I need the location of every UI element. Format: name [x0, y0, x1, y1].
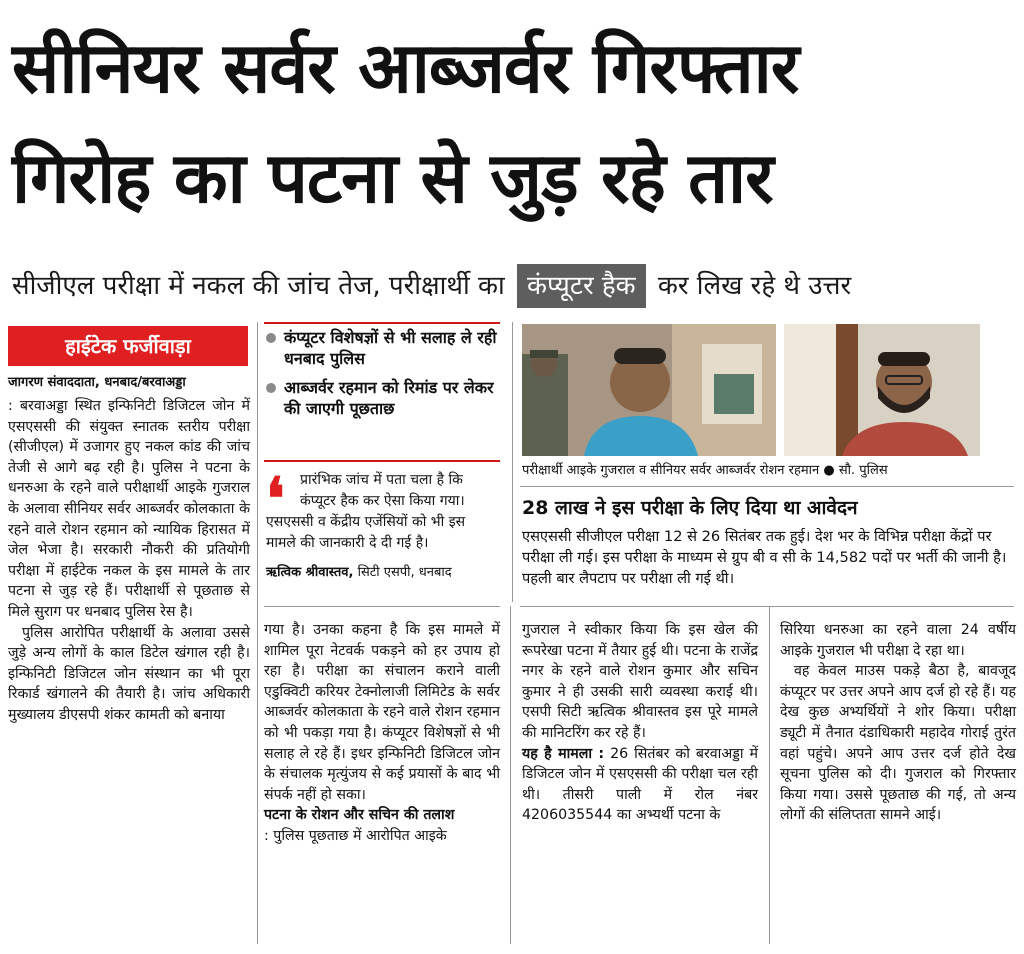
bullet-text: आब्जर्वर रहमान को रिमांड पर लेकर की जाएगी पूछताछ [284, 378, 494, 418]
box-divider [512, 322, 513, 602]
bullet-text: कंप्यूटर विशेषज्ञों से भी सलाह ले रही धनबाद पुलिस [284, 328, 497, 368]
photo-caption-text: परीक्षार्थी आइके गुजराल व सीनियर सर्वर आब्जर्वर रोशन रहमान [522, 463, 820, 478]
photo-suspect-gujral [522, 324, 776, 456]
photo-gujral-illustration [522, 324, 776, 456]
column-4 [780, 620, 1016, 826]
photo-caption [522, 462, 992, 480]
pull-quote [266, 465, 498, 583]
subheadline-before: सीजीएल परीक्षा में नकल की जांच तेज, परीक्षार्थी का [12, 271, 505, 301]
bullet-item [266, 377, 498, 419]
subheadline-after: कर लिख रहे थे उत्तर [657, 271, 852, 301]
box-text: एसएससी सीजीएल परीक्षा 12 से 26 सितंबर तक हुई। देश भर के विभिन्न परीक्षा केंद्रों पर परीक्षा ली गई। इस परीक्षा के माध्यम से ग्रुप बी व सी के 14,582 पदों पर भर्ती की जानी है। पहली बार लैपटाप पर परीक्षा ली गई थी। [522, 528, 1007, 587]
caption-rule [520, 486, 1014, 487]
column-1 [8, 396, 250, 726]
box-bottom-rule [520, 606, 1014, 607]
quote-designation: सिटी एसपी, धनबाद [357, 565, 452, 580]
bullet-item [266, 327, 498, 369]
headline-line-1: सीनियर सर्वर आब्जर्वर गिरफ्तार [12, 27, 799, 109]
column-3-runin-heading: यह है मामला : [522, 745, 605, 762]
bullet-dot-icon [266, 333, 276, 343]
photo-rahman-illustration [784, 324, 980, 456]
column-3-paragraph-2 [522, 744, 758, 826]
column-2-runin-text: : पुलिस पूछताछ में आरोपित आइके [264, 827, 447, 844]
bullet-list [266, 327, 498, 427]
section-tag: हाईटेक फर्जीवाड़ा [8, 326, 248, 366]
column-3-paragraph-1: गुजराल ने स्वीकार किया कि इस खेल की रूपरेखा पटना में तैयार हुई थी। पटना के राजेंद्र नगर के रहने वाले रोशन कुमार और सचिन कुमार ने ही उसकी सारी व्यवस्था कराई थी। एसपी सिटी ऋत्विक श्रीवास्तव इस पूरे मामले की मानिटरिंग कर रहे हैं। [522, 622, 758, 741]
column-2-paragraph-2 [264, 805, 500, 846]
photo-observer-rahman [784, 324, 980, 456]
quote-top-rule [264, 460, 500, 462]
quote-attribution [266, 562, 498, 583]
column-divider-3 [769, 606, 770, 944]
headline-line-2: गिरोह का पटना से जुड़ रहे तार [12, 137, 773, 219]
column-1-paragraph-1: : बरवाअड्डा स्थित इन्फिनिटी डिजिटल जोन में एसएससी की संयुक्त स्नातक स्तरीय परीक्षा (सीजीएल) में उजागर हुए नकल कांड की जांच तेजी से आगे बढ़ रही है। पुलिस ने पटना के धनरुआ के रहने वाले परीक्षार्थी आइके गुजराल के अलावा सीनियर सर्वर आब्जर्वर कोलकाता के रहने वाले रोशन रहमान को न्यायिक हिरासत में जेल भेजा है। सरकारी नौकरी की प्रतियोगी परीक्षा में हाईटेक नकल के इस मामले के तार पटना से जुड़ रहे हैं। परीक्षार्थी से पूछताछ से मिले सुराग पर धनबाद पुलिस रेस है। [8, 398, 250, 620]
column-4-paragraph-2: वह केवल माउस पकड़े बैठा है, बावजूद कंप्यूटर पर उत्तर अपने आप दर्ज हो रहे हैं। यह देख कुछ अभ्यर्थियों ने शोर किया। परीक्षा ड्यूटी में तैनात दंडाधिकारी महादेव गोराई तुरंत वहां पहुंचे। अपने आप उत्तर दर्ज होते देख सूचना पुलिस को दी। गुजराल को गिरफ्तार किया गया। उससे पूछताछ की गई, तो अन्य लोगों की संलिप्तता सामने आई। [780, 663, 1016, 824]
column-2-top-rule [264, 606, 500, 607]
subheadline [12, 262, 1017, 310]
quote-mark-icon: ❛ [266, 465, 285, 533]
bullets-top-rule [264, 322, 500, 324]
byline: जागरण संवाददाता, धनबाद/बरवाअड्डा [8, 375, 186, 390]
column-divider-1 [257, 322, 258, 944]
photo-credit: ● सौ. पुलिस [823, 463, 888, 478]
column-4-paragraph-1: सिरिया धनरुआ का रहने वाला 24 वर्षीय आइके गुजराल भी परीक्षा दे रहा था। [780, 622, 1016, 659]
bullet-dot-icon [266, 383, 276, 393]
box-heading: 28 लाख ने इस परीक्षा के लिए दिया था आवेदन [522, 497, 858, 519]
column-3 [522, 620, 758, 826]
column-3-runin-text: 26 सितंबर को बरवाअड्डा में डिजिटल जोन में एसएससी की परीक्षा चल रही थी। तीसरी पाली में रोल नंबर 4206035544 का अभ्यर्थी पटना के [522, 745, 759, 824]
quote-name: ऋत्विक श्रीवास्तव, [266, 565, 354, 580]
column-2-runin-heading: पटना के रोशन और सचिन की तलाश [264, 807, 455, 824]
quote-text: प्रारंभिक जांच में पता चला है कि कंप्यूटर हैक कर ऐसा किया गया। एसएससी व केंद्रीय एजेंसियों को भी इस मामले की जानकारी दे दी गई है। [266, 472, 466, 551]
column-2-paragraph-1: गया है। उनका कहना है कि इस मामले में शामिल पूरा नेटवर्क पकड़ने को हर उपाय हो रहा है। परीक्षा का संचालन कराने वाली एडुक्विटी करियर टेक्नोलाजी लिमिटेड के सर्वर आब्जर्वर कोलकाता के रहने वाले रोशन रहमान को भी पकड़ा गया है। कंप्यूटर विशेषज्ञों से भी सलाह ले रहे हैं। इधर इन्फिनिटी डिजिटल जोन के संचालक मृत्युंजय से कई प्रयासों के बाद भी संपर्क नहीं हो सका। [264, 622, 500, 803]
column-divider-2 [510, 606, 511, 944]
subheadline-highlight: कंप्यूटर हैक [517, 264, 646, 308]
column-1-paragraph-2: पुलिस आरोपित परीक्षार्थी के अलावा उससे जुड़े अन्य लोगों के काल डिटेल खंगाल रही है। इन्फिनिटी डिजिटल जोन संस्थान का भी पूरा रिकार्ड खंगालने की तैयारी है। जांच अधिकारी मुख्यालय डीएसपी शंकर कामती को बनाया [8, 624, 250, 723]
column-2 [264, 620, 500, 847]
